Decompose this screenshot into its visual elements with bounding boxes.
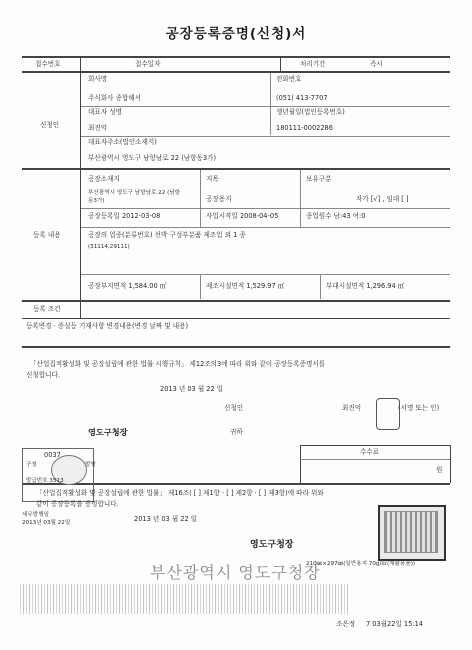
receipt-date-label: 접수일자 [135, 60, 161, 68]
rep-address-value: 부산광역시 영도구 남항남로 22 (남항동3가) [88, 154, 217, 162]
row-line [81, 274, 450, 275]
paper-size: 210㎜×297㎜(일반용지 70g/㎡(재활용품)) [306, 561, 416, 567]
conditions-label: 등록 조건 [33, 305, 61, 313]
row-line [81, 227, 450, 228]
zoning-value: 공장용지 [206, 195, 232, 203]
security-pattern [20, 584, 350, 614]
stamp-issue-no: 발급번호 3513 [26, 478, 64, 484]
table-top-border [22, 56, 450, 58]
applicant-sign-label: 신청인 [224, 404, 244, 412]
industry-codes: (31114,29111) [88, 244, 130, 250]
section-divider [80, 73, 81, 168]
fee-box-left [300, 445, 301, 483]
zoning-label: 지목 [206, 175, 219, 183]
seal-characters [384, 511, 438, 553]
processing-period-label: 처리기간 [300, 60, 326, 68]
document-title: 공장등록증명(신청)서 [165, 26, 307, 42]
registration-section-label: 등록 내용 [33, 231, 61, 239]
header-bottom-border [22, 71, 450, 73]
registration-date: 공장등록일 2012-03-08 [88, 212, 161, 220]
rep-name-value: 최진억 [88, 124, 108, 132]
section-border [22, 300, 450, 302]
ownership-value: 자가 [√] , 임대 [ ] [356, 195, 409, 203]
row-line [81, 208, 450, 209]
rep-address-label: 대표자주소(법인소재지) [88, 138, 157, 146]
factory-location-label: 공장소재지 [88, 175, 120, 183]
industry-classification: 공장의 업종(분류번호) 선박 구성부분품 제조업 외 1 종 [88, 231, 246, 239]
stamp-issued: 발행 [85, 462, 96, 468]
office-addressee: 영도구청장 [88, 427, 128, 437]
rep-name-label: 대표자 성명 [88, 108, 122, 116]
divider [320, 275, 321, 299]
stamp-office: 구청 [26, 462, 37, 468]
manufacturing-area: 제조시설면적 1,529.97 ㎡ [206, 282, 285, 290]
company-name-label: 회사명 [88, 75, 108, 83]
factory-location-value: 부산광역시 영도구 남항남로 22 (남항 [88, 190, 181, 196]
divider [200, 209, 201, 227]
footer-code: 조은정 [336, 620, 356, 628]
ownership-label: 보유구분 [306, 175, 332, 183]
section-divider [80, 170, 81, 300]
receipt-no-label: 접수번호 [35, 60, 61, 68]
fee-box-divider [300, 459, 450, 460]
row-line [81, 106, 450, 107]
section-border [22, 346, 450, 348]
factory-location-value-cont: 동3가) [88, 198, 105, 204]
section-border [22, 168, 450, 170]
issuing-office: 영도구청장 [250, 540, 294, 550]
divider [270, 73, 271, 135]
divider [200, 275, 201, 299]
request-statement-cont: 신청합니다. [26, 371, 60, 379]
divider [280, 57, 281, 71]
divider [80, 301, 81, 318]
employee-count: 종업원수 남:43 여:0 [306, 212, 366, 220]
divider [300, 170, 301, 208]
row-line [22, 318, 450, 319]
applicant-section-label: 신청인 [40, 121, 60, 129]
divider [80, 57, 81, 71]
certify-date: 2013 년 03 월 22 일 [134, 515, 198, 523]
fee-label: 수수료 [360, 448, 380, 456]
fee-box-right [450, 445, 451, 483]
changes-label: 등록변경 · 증설등 기재사항 변경내용(변경 날짜 및 내용) [26, 322, 189, 330]
signature-stamp [376, 398, 400, 430]
footer-timestamp: 7 03월22일 15:14 [366, 620, 423, 628]
office-suffix: 귀하 [230, 428, 243, 436]
phone-label: 전화번호 [276, 75, 302, 83]
birth-label: 생년월일(법인등록번호) [276, 108, 345, 116]
applicant-sign-suffix: (서명 또는 인) [398, 404, 440, 412]
applicant-sign-name: 최진억 [342, 404, 362, 412]
request-date: 2013 년 03 월 22 일 [160, 385, 224, 393]
certify-statement: 「산업집적활성화 및 공장설립에 관한 법률」 제16조( [ ] 제1항 · [ ] 제2항 · [ ] 제3항)에 따라 위와 [36, 489, 324, 497]
stamp-number: 0037 [44, 451, 61, 459]
request-statement: 「산업집적활성화 및 공장설립에 관한 법률 시행규칙」 제12조의3에 따라 위와 같이 공장등록증명서를 [30, 360, 326, 368]
certify-statement-cont: 같이 공장등록을 증명합니다. [36, 500, 119, 508]
stamp-issuer: 세무발행일 [22, 512, 50, 518]
operation-start-date: 사업시작일 2008-04-05 [206, 212, 279, 220]
auxiliary-area: 부대시설면적 1,296.94 ㎡ [326, 282, 405, 290]
row-line [81, 136, 450, 137]
watermark-text: 부산광역시 영도구청장 [150, 563, 321, 582]
stamp-date: 2013년 03월 22일 [22, 520, 71, 526]
birth-value: 180111-0002286 [276, 124, 333, 132]
fee-box-top [300, 445, 450, 446]
company-name-value: 주식회사 종합해서 [88, 94, 142, 102]
fee-value: 원 [436, 466, 443, 474]
divider [200, 170, 201, 208]
official-seal [378, 505, 446, 561]
divider [300, 209, 301, 227]
processing-period-value: 즉시 [370, 60, 383, 68]
phone-value: (051) 413-7707 [276, 94, 328, 102]
site-area: 공장부지면적 1,584.00 ㎡ [88, 282, 167, 290]
